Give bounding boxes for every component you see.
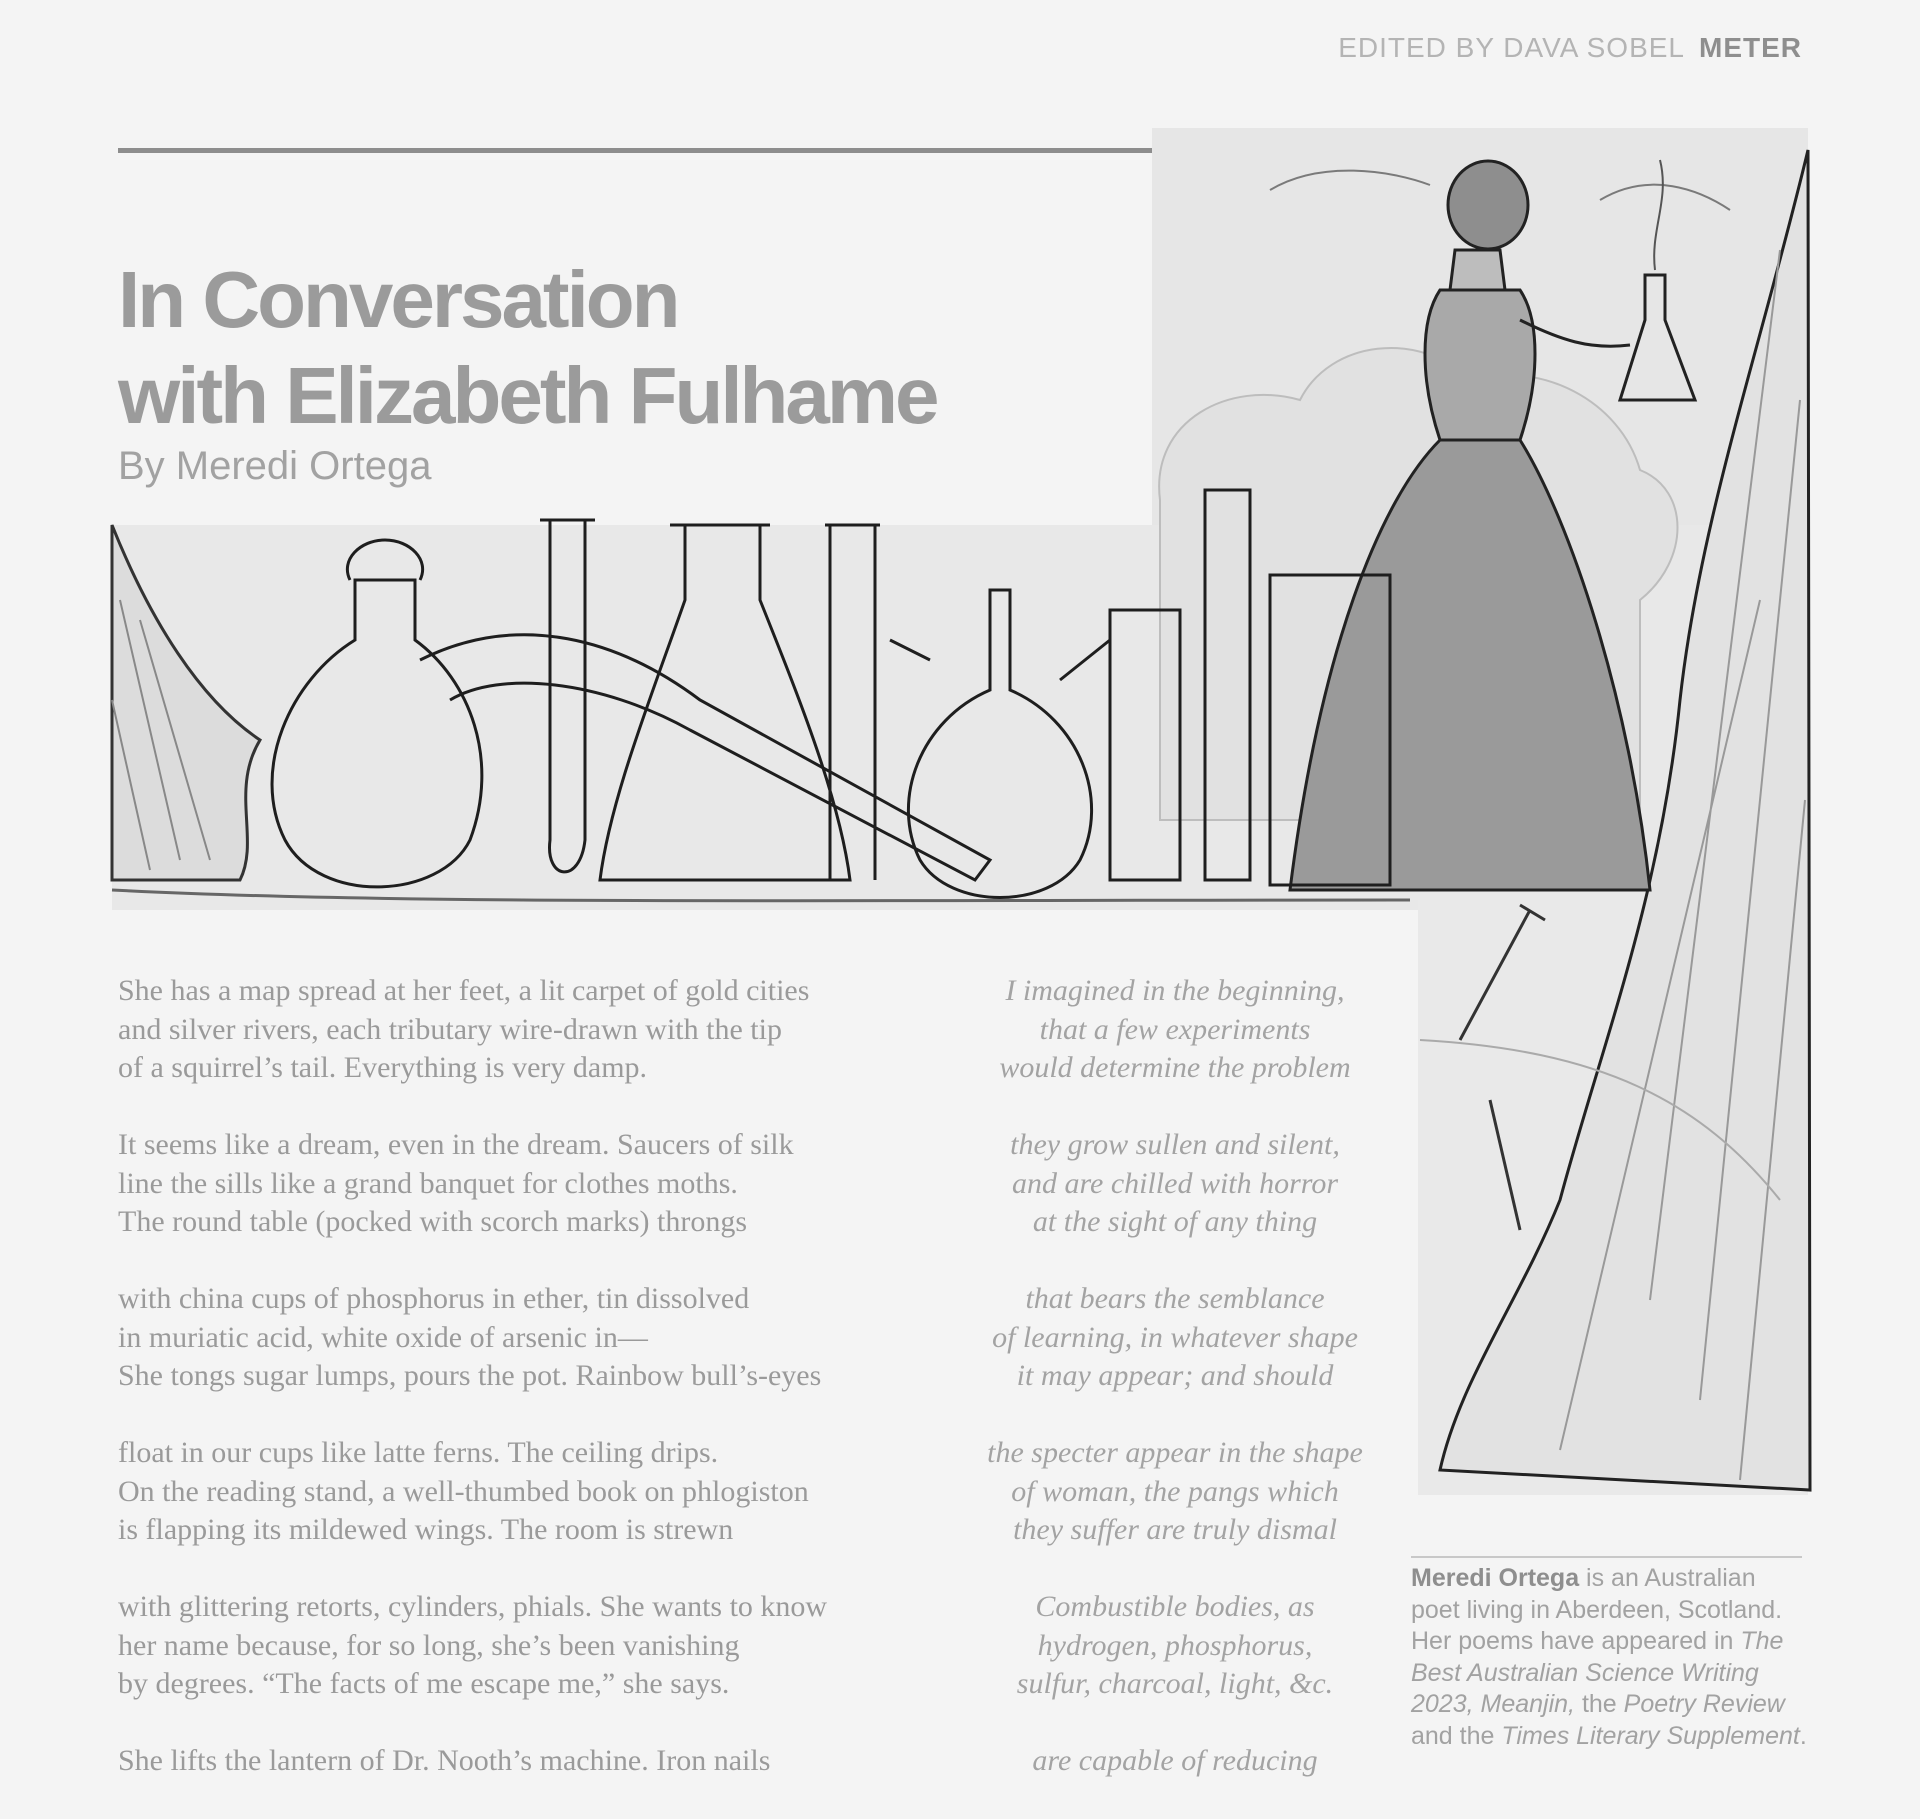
poem-line: She tongs sugar lumps, pours the pot. Rainbow bull’s-eyes bbox=[118, 1359, 822, 1392]
editor-credit: EDITED BY DAVA SOBEL bbox=[1338, 32, 1685, 63]
byline: By Meredi Ortega bbox=[118, 444, 432, 488]
quote-line: of woman, the pangs which bbox=[1011, 1474, 1339, 1508]
quote-line: they suffer are truly dismal bbox=[1013, 1513, 1337, 1546]
poem-line: and silver rivers, each tributary wire-drawn with the tip bbox=[118, 1012, 782, 1046]
quote-line: it may appear; and should bbox=[1016, 1359, 1334, 1392]
title-line-2: with Elizabeth Fulhame bbox=[118, 351, 937, 440]
poem-line: It seems like a dream, even in the dream. Saucers of silk bbox=[118, 1128, 794, 1161]
quote-line: at the sight of any thing bbox=[1032, 1205, 1318, 1238]
quote-stanza bbox=[960, 1126, 1390, 1242]
bio-publication: Poetry Review bbox=[1623, 1690, 1785, 1718]
quote-line: that a few experiments bbox=[1039, 1012, 1311, 1046]
bio-text: . bbox=[1799, 1721, 1807, 1750]
poem-line: is flapping its mildewed wings. The room is strewn bbox=[118, 1513, 734, 1546]
bio-text: the bbox=[1575, 1690, 1624, 1718]
poem-line: in muriatic acid, white oxide of arsenic in— bbox=[118, 1320, 648, 1354]
poem-line: her name because, for so long, she’s been vanishing bbox=[118, 1628, 740, 1662]
poem-line: by degrees. “The facts of me escape me,” she says. bbox=[118, 1667, 730, 1700]
quote-line: are capable of reducing bbox=[1032, 1744, 1318, 1777]
quote-line: Combustible bodies, as bbox=[1035, 1590, 1315, 1623]
stanza bbox=[118, 1434, 918, 1550]
quote-line: I imagined in the beginning, bbox=[1005, 974, 1345, 1007]
bio-text: and the bbox=[1411, 1721, 1502, 1750]
bio-text: is an Australian poet living in Aberdeen, Scotland. Her poems have appeared in bbox=[1411, 1564, 1783, 1655]
author-bio bbox=[1411, 1563, 1811, 1752]
poem-left-column bbox=[118, 972, 918, 1819]
quote-line: the specter appear in the shape bbox=[987, 1436, 1363, 1469]
stanza bbox=[118, 972, 918, 1088]
poem-line: with china cups of phosphorus in ether, tin dissolved bbox=[118, 1282, 750, 1315]
poem-line: She lifts the lantern of Dr. Nooth’s machine. Iron nails bbox=[118, 1744, 771, 1777]
poem-line: line the sills like a grand banquet for clothes moths. bbox=[118, 1166, 738, 1200]
stanza bbox=[118, 1126, 918, 1242]
quote-stanza bbox=[960, 1742, 1390, 1781]
quote-stanza bbox=[960, 972, 1390, 1088]
section-name: METER bbox=[1699, 32, 1802, 63]
title-line-1: In Conversation bbox=[118, 255, 678, 344]
stanza bbox=[118, 1588, 918, 1704]
quote-line: hydrogen, phosphorus, bbox=[1037, 1628, 1313, 1662]
quote-line: and are chilled with horror bbox=[1011, 1166, 1339, 1200]
quote-line: of learning, in whatever shape bbox=[992, 1320, 1358, 1354]
poem-line: She has a map spread at her feet, a lit carpet of gold cities bbox=[118, 974, 810, 1007]
stanza bbox=[118, 1742, 918, 1781]
quote-stanza bbox=[960, 1434, 1390, 1550]
quote-line: that bears the semblance bbox=[1025, 1282, 1325, 1315]
quote-line: sulfur, charcoal, light, &c. bbox=[1016, 1667, 1334, 1700]
poem-line: The round table (pocked with scorch marks) throngs bbox=[118, 1205, 747, 1238]
bio-publication: Times Literary Supplement bbox=[1501, 1721, 1800, 1750]
stanza bbox=[118, 1280, 918, 1396]
quote-stanza bbox=[960, 1588, 1390, 1704]
bio-rule bbox=[1411, 1556, 1802, 1558]
poem-line: On the reading stand, a well-thumbed book on phlogiston bbox=[118, 1474, 809, 1508]
poem-line: with glittering retorts, cylinders, phials. She wants to know bbox=[118, 1590, 828, 1623]
quote-line: they grow sullen and silent, bbox=[1010, 1128, 1340, 1161]
article-title bbox=[118, 252, 937, 444]
quote-line: would determine the problem bbox=[999, 1051, 1351, 1084]
poem-line: of a squirrel’s tail. Everything is very damp. bbox=[118, 1051, 648, 1084]
poem-line: float in our cups like latte ferns. The ceiling drips. bbox=[118, 1436, 719, 1469]
quote-stanza bbox=[960, 1280, 1390, 1396]
bio-publication: The Best Australian Science Writing 2023, Meanjin, bbox=[1411, 1627, 1784, 1718]
poem-right-column bbox=[960, 972, 1390, 1819]
bio-author-name: Meredi Ortega bbox=[1411, 1564, 1580, 1592]
